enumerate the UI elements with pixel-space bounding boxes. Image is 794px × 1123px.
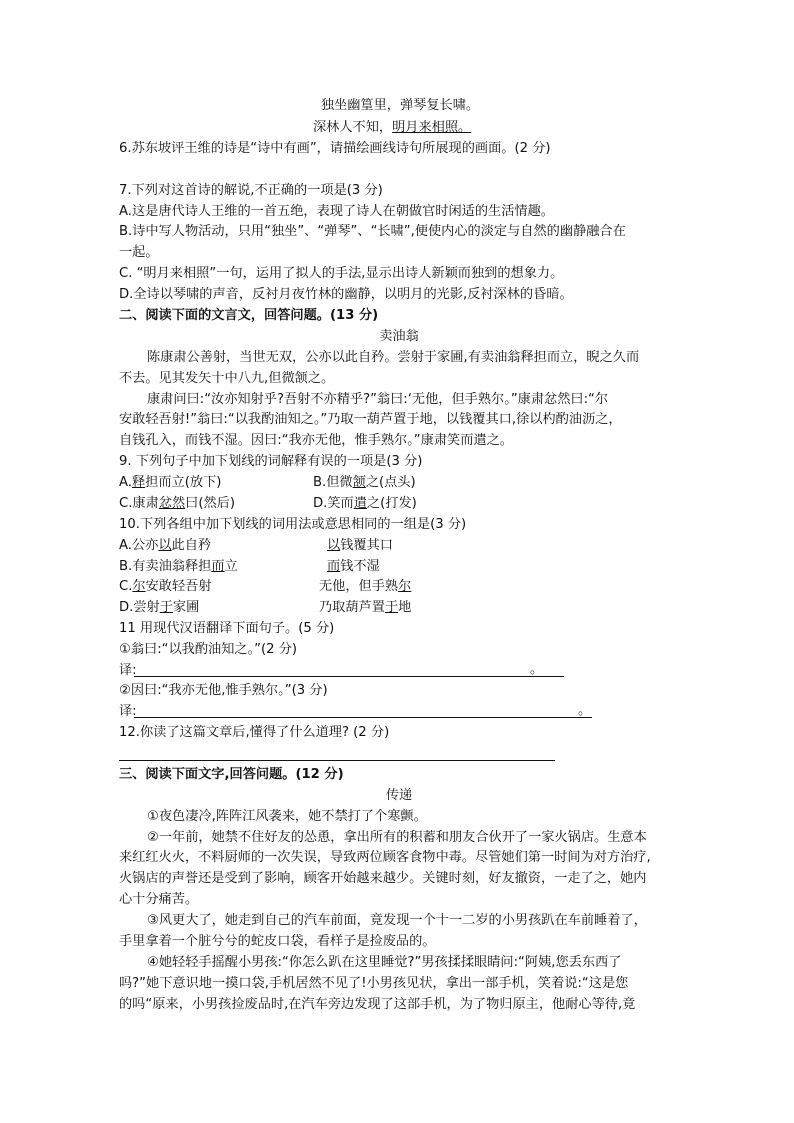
question-10-option-b: B.有卖油翁释担而立 — [119, 559, 238, 574]
question-10-option-c-pair: 无他，但手熟尔 — [319, 579, 412, 594]
section-3-heading: 三、阅读下面文字,回答问题。(12 分) — [119, 767, 344, 782]
passage-p2-line1: 康肃问曰:“汝亦知射乎?吾射不亦精乎?”翁曰:‘无他，但手熟尔。”康肃忿然曰:“尔 — [147, 392, 609, 407]
section-2-heading: 二、阅读下面的文言文，回答问题。(13 分) — [119, 308, 379, 323]
question-11-stem: 11 用现代汉语翻译下面句子。(5 分) — [119, 621, 335, 636]
poem-line-3: 独坐幽篁里，弹琴复长啸。 — [320, 98, 480, 113]
story-p4-line3: 的吗“原来，小男孩捡废品时,在汽车旁边发现了这部手机，为了物归原主，他耐心等待,竟 — [119, 997, 636, 1012]
question-10-option-a-pair: 以钱覆其口 — [327, 538, 393, 553]
question-9-row-2 — [119, 494, 679, 514]
question-10-option-d: D.尝射于家圃 — [119, 600, 200, 615]
question-7-stem: 7.下列对这首诗的解说,不正确的一项是(3 分) — [119, 183, 383, 198]
question-9-option-c: C.康肃忿然曰(然后) — [119, 496, 236, 511]
question-11-answer-1-line — [134, 676, 564, 677]
question-10-stem: 10.下列各组中加下划线的词用法或意思相同的一组是(3 分) — [119, 517, 467, 532]
story-p2-line1: ②一年前，她禁不住好友的怂恿，拿出所有的积蓄和朋友合伙开了一家火锅店。生意本 — [147, 830, 647, 845]
question-10-row-c — [119, 577, 679, 597]
question-9-stem: 9. 下列句子中加下划线的词解释有误的一项是(3 分) — [119, 454, 423, 469]
question-11-sentence-2: ②因曰:“我亦无他,惟手熟尔。”(3 分) — [119, 683, 328, 698]
story-p3-line1: ③风更大了，她走到自己的汽车前面，竟发现一个十一二岁的小男孩趴在车前睡着了， — [147, 913, 647, 928]
question-9-row-1 — [119, 473, 679, 493]
question-7-option-b-cont: 一起。 — [119, 245, 159, 260]
story-p4-line1: ④她轻轻手摇醒小男孩:“你怎么趴在这里睡觉?”男孩揉揉眼睛问:“阿姨,您丢东西了 — [147, 955, 622, 970]
question-11-answer-2-line — [134, 717, 592, 718]
question-9-option-b: B.但微颔之(点头) — [313, 475, 416, 490]
question-10-option-c: C.尔安敢轻吾射 — [119, 579, 212, 594]
passage-p1-line1: 陈康肃公善射，当世无双，公亦以此自矜。尝射于家圃,有卖油翁释担而立，睨之久而 — [147, 350, 640, 365]
question-7-option-c: C. “明月来相照”一句，运用了拟人的手法,显示出诗人新颖而独到的想象力。 — [119, 266, 564, 281]
passage-p1-line2: 不去。见其发矢十中八九,但微颔之。 — [119, 371, 335, 386]
question-11-answer-1-end: 。 — [530, 662, 544, 677]
section-2-title: 卖油翁 — [379, 329, 419, 344]
poem-line-4-underlined: 明月来相照。 — [392, 120, 472, 135]
question-7-option-a: A.这是唐代诗人王维的一首五绝，表现了诗人在朝做官时闲适的生活情趣。 — [119, 204, 554, 219]
poem-line-4 — [313, 118, 613, 138]
story-p3-line2: 手里拿着一个脏兮兮的蛇皮口袋，看样子是捡废品的。 — [119, 934, 436, 949]
story-p2-line2: 来红红火火，不料厨师的一次失误，导致两位顾客食物中毒。尽管她们第一时间为对方治疗, — [119, 850, 651, 865]
question-12-answer-line — [119, 760, 555, 761]
passage-p2-line2: 安敢轻吾射!”翁曰:“以我酌油知之。”乃取一葫芦置于地，以钱覆其口,徐以杓酌油沥之， — [119, 412, 622, 427]
question-11-answer-2-end: 。 — [578, 703, 592, 718]
question-10-row-d — [119, 598, 679, 618]
question-11-sentence-1: ①翁曰:“以我酌油知之。”(2 分) — [119, 642, 298, 657]
story-p2-line4: 心十分痛苦。 — [119, 892, 199, 907]
question-10-option-a: A.公亦以此自矜 — [119, 538, 212, 553]
story-p1: ①夜色凄冷,阵阵江风袭来，她不禁打了个寒颤。 — [147, 809, 427, 824]
question-9-option-d: D.笑而遣之(打发) — [313, 496, 417, 511]
question-10-row-a — [119, 536, 679, 556]
poem-line-4-plain: 深林人不知， — [313, 120, 393, 135]
question-7-option-d: D.全诗以琴啸的声音，反衬月夜竹林的幽静，以明月的光影,反衬深林的昏暗。 — [119, 287, 573, 302]
question-10-option-b-pair: 而钱不湿 — [327, 559, 380, 574]
story-p4-line2: 吗?”她下意识地一摸口袋,手机居然不见了!小男孩见状，拿出一部手机，笑着说:“这是您 — [119, 976, 629, 991]
question-11-answer-1-label: 译: — [119, 663, 137, 678]
story-p2-line3: 火锅店的声誉还是受到了影响，顾客开始越来越少。关键时刻，好友撤资，一走了之，她内 — [119, 871, 647, 886]
section-3-title: 传递 — [385, 788, 413, 803]
question-11-answer-2-label: 译: — [119, 704, 137, 719]
passage-p2-line3: 自钱孔入，而钱不湿。因曰:“我亦无他，惟手熟尔。”康肃笑而遣之。 — [119, 433, 513, 448]
question-9-option-a: A.释担而立(放下) — [119, 475, 222, 490]
question-7-option-b: B.诗中写人物活动，只用“独坐”、“弹琴”、“长啸”,便使内心的淡定与自然的幽静融合在 — [119, 224, 626, 239]
question-10-option-d-pair: 乃取葫芦置于地 — [319, 600, 412, 615]
question-6: 6.苏东坡评王维的诗是“诗中有画”，请描绘画线诗句所展现的画面。(2 分) — [119, 141, 551, 156]
question-10-row-b — [119, 557, 679, 577]
question-12: 12.你读了这篇文章后,懂得了什么道理? (2 分) — [119, 725, 390, 740]
